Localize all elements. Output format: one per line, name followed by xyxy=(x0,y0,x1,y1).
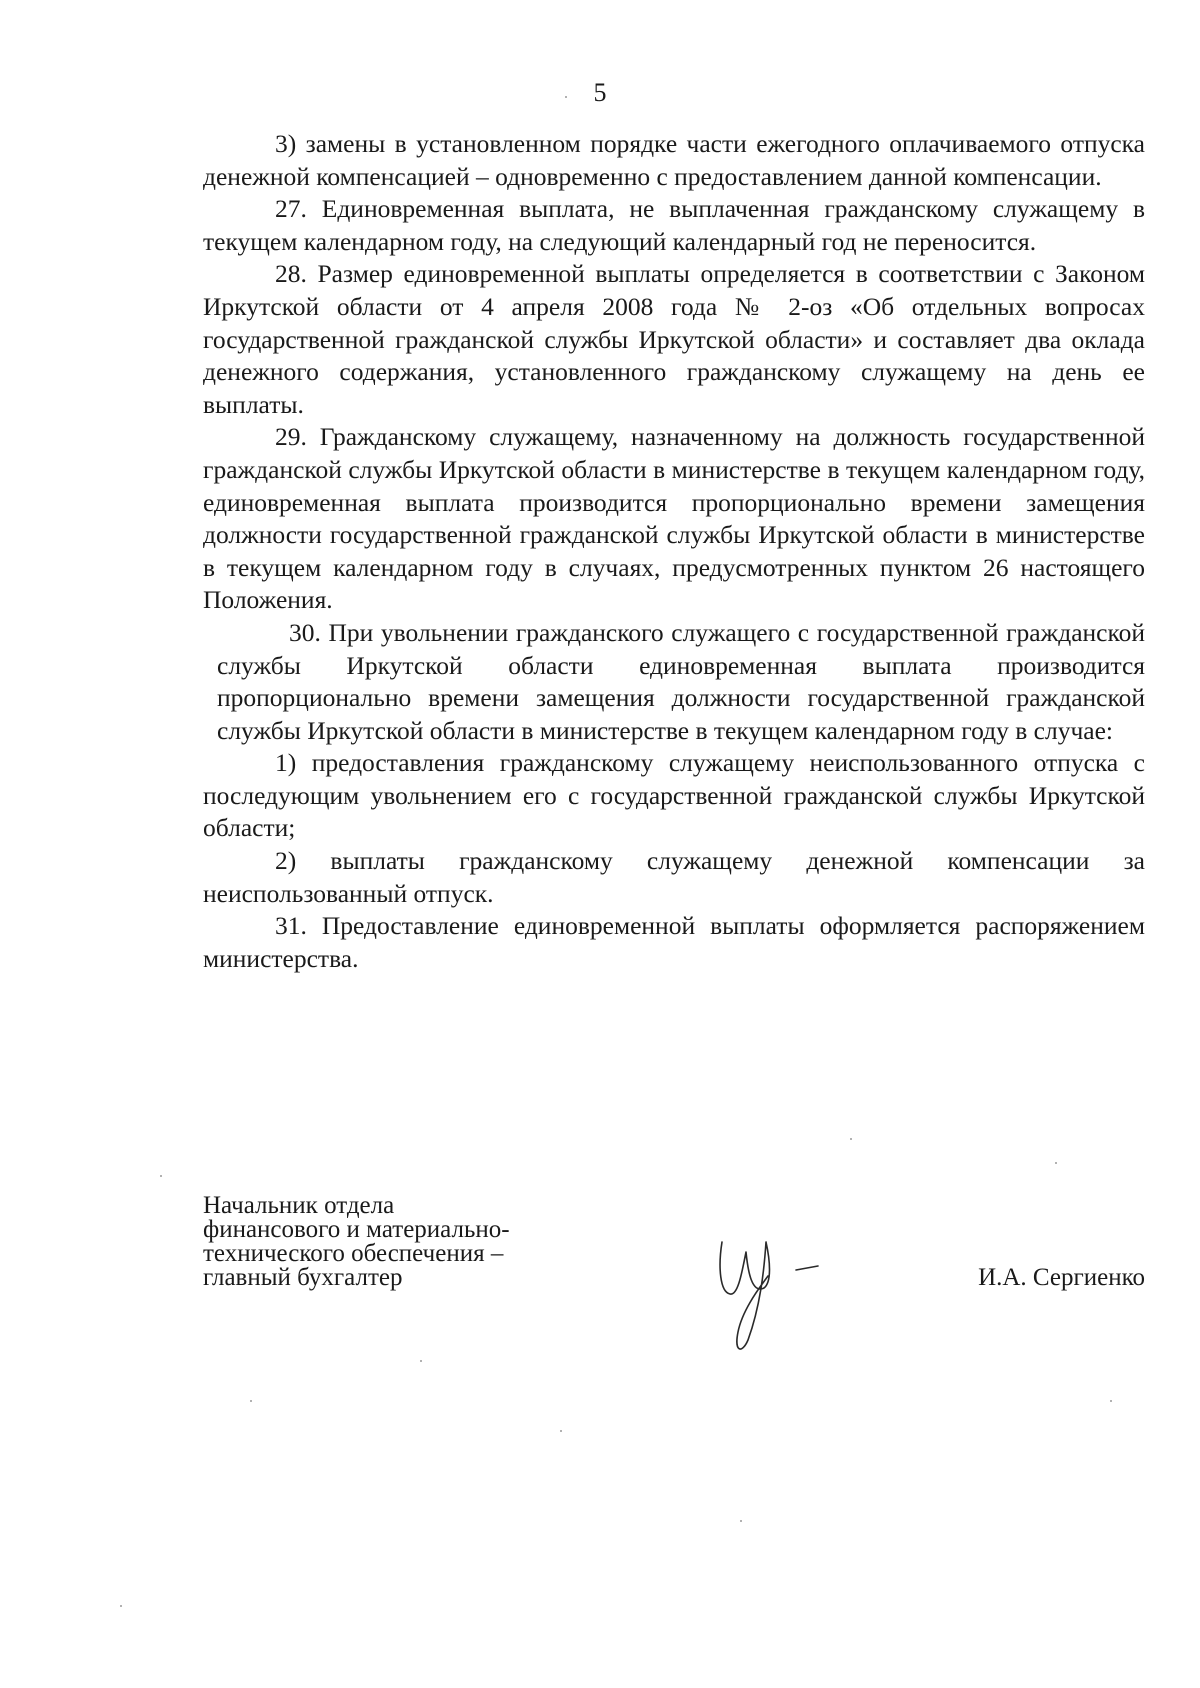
paragraph-28: 28. Размер единовременной выплаты определяется в соответствии с Законом Иркутской области от 4 апреля 2008 года № 2-оз «Об отдельных вопросах государственной гражданской службы Иркутской области» и составляет два оклада денежного содержания, установленного гражданскому служащему на день ее выплаты. xyxy=(203,259,1145,419)
document-body xyxy=(203,128,1145,975)
scan-speck xyxy=(420,1360,422,1362)
paragraph-27: 27. Единовременная выплата, не выплаченная гражданскому служащему в текущем календарном году, на следующий календарный год не переносится. xyxy=(203,194,1145,256)
scan-speck xyxy=(250,1400,252,1402)
paragraph-29: 29. Гражданскому служащему, назначенному на должность государственной гражданской службы Иркутской области в министерстве в текущем календарном году, единовременная выплата производится пропорционально времени замещения должности государственной гражданской службы Иркутской области в министерстве в текущем календарном году в случаях, предусмотренных пунктом 26 настоящего Положения. xyxy=(203,422,1145,615)
signatory-title-line: главный бухгалтер xyxy=(203,1264,403,1291)
signatory-title-line: финансового и материально- xyxy=(203,1216,510,1243)
scan-speck xyxy=(740,1520,742,1522)
scan-speck xyxy=(1110,1400,1112,1402)
paragraph-31: 31. Предоставление единовременной выплаты оформляется распоряжением министерства. xyxy=(203,911,1145,973)
scan-speck xyxy=(850,1138,852,1140)
signatory-title xyxy=(203,1194,510,1290)
paragraph-30: 30. При увольнении гражданского служащего с государственной гражданской службы Иркутской области единовременная выплата производится пропорционально времени замещения должности государственной гражданской службы Иркутской области в министерстве в текущем календарном году в случае: xyxy=(217,617,1145,745)
signatory-title-line: Начальник отдела xyxy=(203,1192,395,1219)
scan-speck xyxy=(1055,1162,1057,1164)
scan-speck xyxy=(560,1430,562,1432)
signatory-name: И.А. Сергиенко xyxy=(978,1264,1145,1291)
page-number: 5 xyxy=(593,78,607,107)
scan-speck xyxy=(120,1605,122,1607)
paragraph-30-item-2: 2) выплаты гражданскому служащему денежной компенсации за неиспользованный отпуск. xyxy=(203,846,1145,908)
scan-speck xyxy=(565,96,567,98)
paragraph-30-item-1: 1) предоставления гражданскому служащему неиспользованного отпуска с последующим увольнением его с государственной гражданской службы Иркутской области; xyxy=(203,748,1145,843)
signature-block xyxy=(203,1194,1145,1354)
paragraph-item-3-vacation-compensation: 3) замены в установленном порядке части ежегодного оплачиваемого отпуска денежной компенсацией – одновременно с предоставлением данной компенсации. xyxy=(203,129,1145,191)
signatory-title-line: технического обеспечения – xyxy=(203,1240,504,1267)
scan-speck xyxy=(160,1175,162,1177)
handwritten-signature xyxy=(708,1212,828,1352)
